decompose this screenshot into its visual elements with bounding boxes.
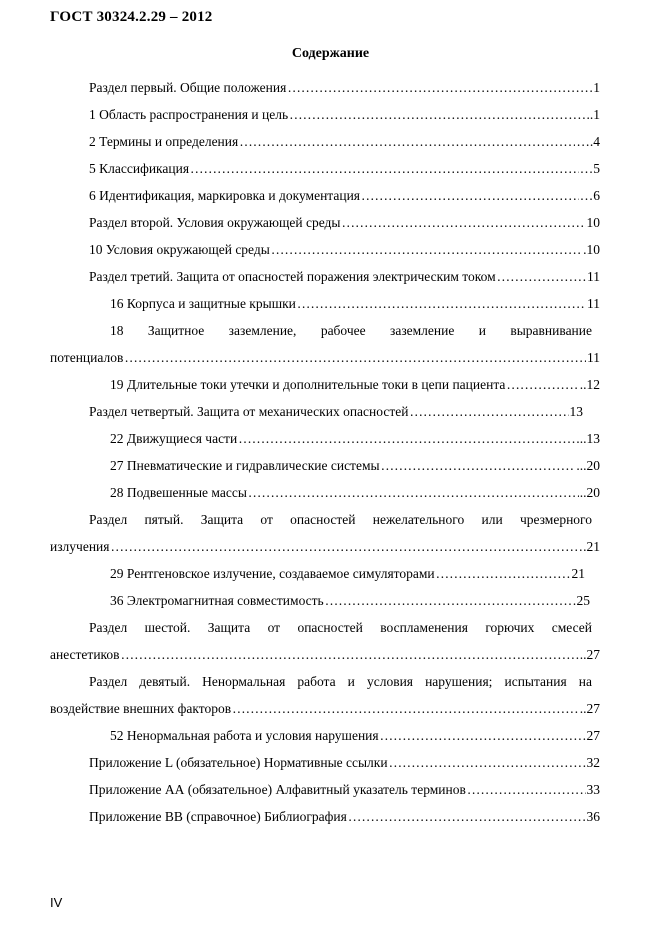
toc-entry-text: Приложение L (обязательное) Нормативные ссылки <box>89 755 388 770</box>
toc-entry-page: 21 <box>571 566 585 581</box>
toc-entry-29[interactable] <box>110 565 585 582</box>
toc-entry-text: 22 Движущиеся части <box>110 431 238 446</box>
toc-entry-page: ..20 <box>579 485 600 500</box>
toc-entry-5[interactable] <box>89 160 600 177</box>
toc-entry-page: ..1 <box>586 107 600 122</box>
toc-entry-text: 19 Длительные токи утечки и дополнительные токи в цепи пациента <box>110 377 506 392</box>
toc-entry-text: Раздел третий. Защита от опасностей поражения электрическим током <box>89 269 496 284</box>
toc-entry-text: Раздел первый. Общие положения <box>89 80 287 95</box>
toc-entry-text: 16 Корпуса и защитные крышки <box>110 296 296 311</box>
toc-entry-appendix-bb[interactable] <box>89 808 600 825</box>
toc-entry-text: 5 Классификация <box>89 161 190 176</box>
toc-entry-page: 11 <box>587 269 600 284</box>
toc-entry-page: ..27 <box>579 647 600 662</box>
toc-entry-2[interactable] <box>89 133 600 150</box>
toc-entry-page: 36 <box>586 809 600 824</box>
toc-entry-page: ..13 <box>579 431 600 446</box>
page-title: Содержание <box>291 46 370 61</box>
toc-entry-page: .21 <box>583 539 600 554</box>
toc-entry-section-6-line1[interactable]: Раздел шестой. Защита от опасностей воспламенения горючих смесей <box>89 620 592 635</box>
toc-entry-page: 32 <box>586 755 600 770</box>
toc-entry-section-9-line2[interactable] <box>50 700 600 717</box>
toc-entry-text: 10 Условия окружающей среды <box>89 242 270 257</box>
page-number: IV <box>50 895 63 910</box>
toc-entry-text: 29 Рентгеновское излучение, создаваемое симуляторами <box>110 566 435 581</box>
toc-entry-text: анестетиков <box>50 647 120 662</box>
toc-entry-text: потенциалов <box>50 350 124 365</box>
toc-entry-1[interactable] <box>89 106 600 123</box>
toc-entry-text: 1 Область распространения и цель <box>89 107 289 122</box>
toc-entry-text: Приложение АА (обязательное) Алфавитный указатель терминов <box>89 782 466 797</box>
toc-entry-6[interactable] <box>89 187 600 204</box>
toc-entry-appendix-aa[interactable] <box>89 781 600 798</box>
toc-entry-52[interactable] <box>110 727 600 744</box>
toc-entry-28[interactable] <box>110 484 600 501</box>
toc-entry-text: Раздел второй. Условия окружающей среды <box>89 215 341 230</box>
toc-entry-page: 25 <box>576 593 590 608</box>
toc-entry-text: 2 Термины и определения <box>89 134 239 149</box>
toc-entry-page: 13 <box>569 404 583 419</box>
toc-entry-page: 33 <box>586 782 600 797</box>
toc-entry-page: ...20 <box>576 458 600 473</box>
toc-entry-section-6-line2[interactable] <box>50 646 600 663</box>
toc-entry-section-5-line2[interactable] <box>50 538 600 555</box>
toc-entry-text: 28 Подвешенные массы <box>110 485 247 500</box>
toc-entry-page: 1 <box>593 80 600 95</box>
toc-entry-appendix-l[interactable] <box>89 754 600 771</box>
toc-entry-section-4[interactable] <box>89 403 583 420</box>
toc-entry-section-9-line1[interactable]: Раздел девятый. Ненормальная работа и условия нарушения; испытания на <box>89 674 592 689</box>
toc-entry-text: 36 Электромагнитная совместимость <box>110 593 324 608</box>
toc-entry-18-line1[interactable]: 18 Защитное заземление, рабочее заземление и выравнивание <box>110 323 592 338</box>
toc-entry-text: Раздел четвертый. Защита от механических опасностей <box>89 404 409 419</box>
toc-entry-page: …6 <box>579 188 600 203</box>
toc-entry-page: 11 <box>587 350 600 365</box>
toc-entry-16[interactable] <box>110 295 600 312</box>
toc-entry-18-line2[interactable] <box>50 349 600 366</box>
toc-entry-section-2[interactable] <box>89 214 600 231</box>
toc-entry-section-1[interactable] <box>89 79 600 96</box>
toc-entry-page: ..12 <box>579 377 600 392</box>
toc-entry-22[interactable] <box>110 430 600 447</box>
toc-entry-text: 52 Ненормальная работа и условия нарушения <box>110 728 379 743</box>
toc-entry-page: 27 <box>586 728 600 743</box>
toc-entry-page: .10 <box>583 242 600 257</box>
toc-entry-19[interactable] <box>110 376 600 393</box>
toc-entry-section-3[interactable] <box>89 268 600 285</box>
toc-entry-page: 10 <box>586 215 600 230</box>
toc-entry-text: Приложение ВВ (справочное) Библиография <box>89 809 347 824</box>
toc-entry-27[interactable] <box>110 457 600 474</box>
toc-entry-page: 11 <box>587 296 600 311</box>
toc-entry-page: …5 <box>579 161 600 176</box>
toc-entry-text: воздействие внешних факторов <box>50 701 232 716</box>
toc-entry-text: 6 Идентификация, маркировка и документация <box>89 188 361 203</box>
toc-entry-page: ..27 <box>579 701 600 716</box>
toc-entry-text: 27 Пневматические и гидравлические системы <box>110 458 380 473</box>
toc-entry-10[interactable] <box>89 241 600 258</box>
toc-entry-text: излучения <box>50 539 110 554</box>
toc-entry-section-5-line1[interactable]: Раздел пятый. Защита от опасностей нежелательного или чрезмерного <box>89 512 592 527</box>
toc-entry-36[interactable] <box>110 592 590 609</box>
toc-entry-page: ….4 <box>576 134 600 149</box>
document-header: ГОСТ 30324.2.29 – 2012 <box>50 9 213 25</box>
